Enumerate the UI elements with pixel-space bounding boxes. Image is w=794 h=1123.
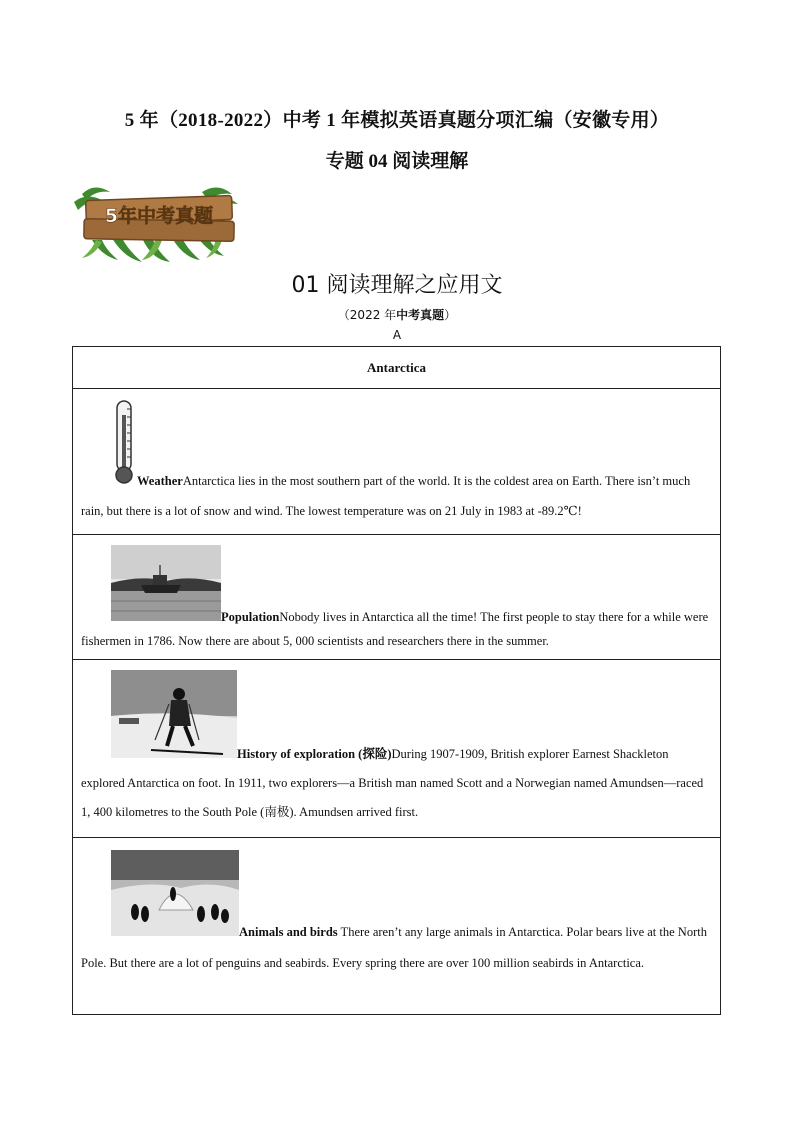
keyword-animals: Animals and birds [239,925,338,939]
document-title: 5 年（2018-2022）中考 1 年模拟英语真题分项汇编（安徽专用） [124,110,670,131]
table-row [73,535,720,660]
row-text-exploration: During 1907-1909, British explorer Earnest Shackleton explored Antarctica on foot. In 1911, two explorers—a British man named Scott and a Norwegian named Amundsen—raced 1, 400 kilometres to the South Pole (南极). Amundsen arrived first. [81,747,704,819]
thermometer-icon [111,399,137,496]
row-text-weather: Antarctica lies in the most southern part of the world. It is the coldest area on Earth. There isn’t much rain, but there is a lot of snow and wind. The lowest temperature was on 21 July in 1983 at -89.2℃! [81,474,691,518]
section-title: 01 阅读理解之应用文 [291,273,503,298]
table-heading: Antarctica [73,347,720,389]
keyword-population: Population [221,610,280,624]
keyword-weather: Weather [137,474,183,488]
antarctica-table [72,346,721,1015]
exam-source: （2022 年中考真题） [337,308,457,322]
banner-logo [72,180,240,262]
explorer-photo [111,670,237,769]
keyword-exploration: History of exploration (探险) [237,747,392,761]
table-row [73,389,720,535]
banner-text: 5年中考真题 [104,205,214,227]
topic-title: 专题 04 阅读理解 [325,151,469,172]
row-text-population: Nobody lives in Antarctica all the time! The first people to stay there for a while were fishermen in 1786. Now there are about 5, 000 scientists and researchers there in the summer. [81,610,709,648]
table-row [73,838,720,1014]
row-text-animals: There aren’t any large animals in Antarctica. Polar bears live at the North Pole. But there are a lot of penguins and seabirds. Every spring there are over 100 million seabirds in Antarctica. [81,925,707,970]
passage-label: A [392,328,402,342]
table-row [73,660,720,838]
ship-photo [111,545,221,629]
penguins-photo [111,850,239,948]
